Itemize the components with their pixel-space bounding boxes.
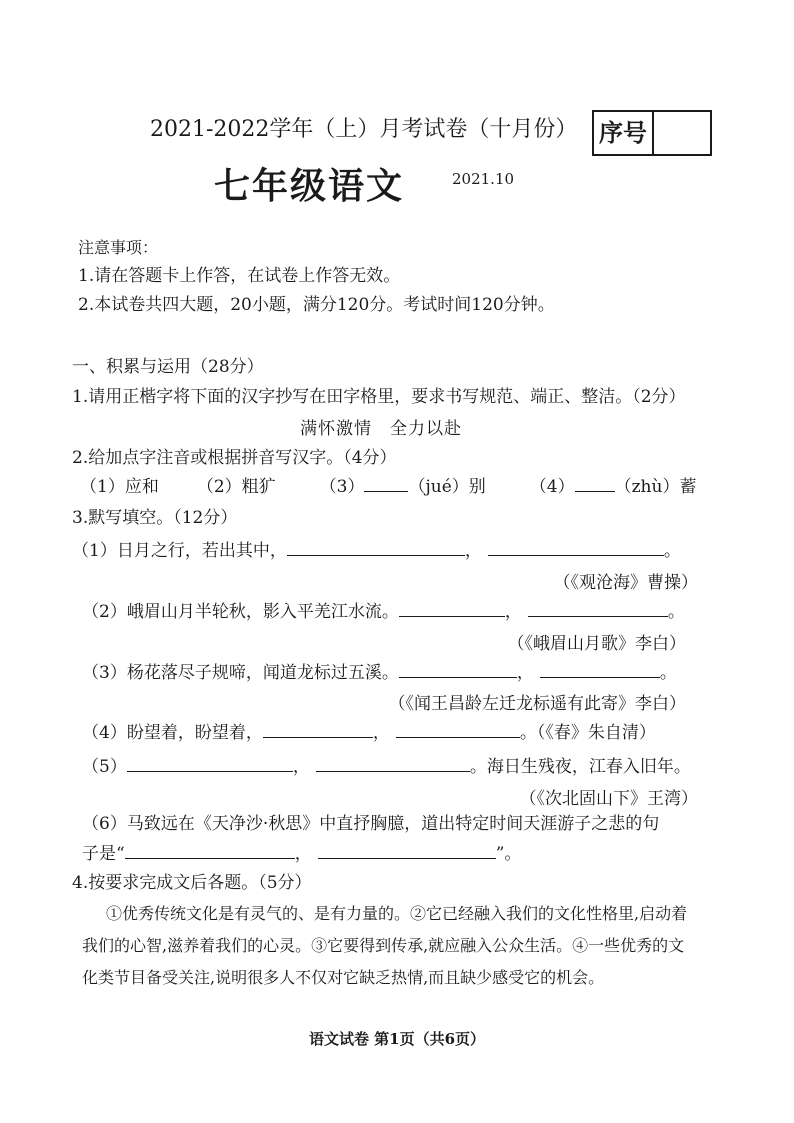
notice-item-1: 1.请在答题卡上作答，在试卷上作答无效。 bbox=[78, 266, 401, 286]
q3-blank-3b[interactable] bbox=[540, 661, 660, 678]
q3-blank-3a[interactable] bbox=[399, 661, 517, 678]
q2-item-3: （3） bbox=[319, 477, 365, 497]
q4-passage: ①优秀传统文化是有灵气的、是有力量的。②它已经融入我们的文化性格里,启动着我们的心智,滋养着我们的心灵。③它要得到传承,就应融入公众生活。④一些优秀的文化类节目备受关注,说明很多人不仅对它缺乏热情,而且缺少感受它的机会。 bbox=[82, 904, 688, 987]
q3-line-3: （3）杨花落尽子规啼，闻道龙标过五溪。 ， 。 bbox=[82, 663, 677, 683]
q3-line-6a: （6）马致远在《天净沙·秋思》中直抒胸臆，道出特定时间天涯游子之悲的句 bbox=[82, 814, 660, 834]
seq-number-box[interactable] bbox=[592, 110, 712, 156]
q3-blank-1a[interactable] bbox=[287, 539, 465, 556]
q2-item-1: （1）应和 bbox=[80, 477, 159, 497]
q2-item-2: （2）粗犷 bbox=[196, 477, 276, 497]
q3-line-5-source: （《次北固山下》王湾） bbox=[519, 789, 698, 809]
q3-blank-4b[interactable] bbox=[396, 721, 520, 738]
q2-item-4-pinyin: （zhù）蓄 bbox=[614, 477, 697, 497]
q3-blank-2b[interactable] bbox=[528, 600, 668, 617]
q3-blank-6b[interactable] bbox=[318, 842, 496, 859]
q4-text: 4.按要求完成文后各题。（5分） bbox=[72, 873, 312, 893]
q3-blank-6a[interactable] bbox=[125, 842, 295, 859]
q2-items bbox=[80, 472, 696, 497]
q1-text: 1.请用正楷字将下面的汉字抄写在田字格里，要求书写规范、端正、整洁。（2分） bbox=[72, 387, 686, 407]
q2-blank-4[interactable] bbox=[575, 475, 615, 492]
q3-line-4: （4）盼望着，盼望着， ， 。（《春》朱自清） bbox=[82, 723, 656, 743]
q2-item-4: （4） bbox=[529, 477, 575, 497]
q2-item-3-pinyin: （jué）别 bbox=[408, 477, 486, 497]
q2-blank-3[interactable] bbox=[364, 475, 408, 492]
q2-text: 2.给加点字注音或根据拼音写汉字。（4分） bbox=[72, 448, 397, 468]
q3-text: 3.默写填空。（12分） bbox=[72, 508, 238, 528]
q3-blank-5b[interactable] bbox=[316, 755, 470, 772]
q3-line-2-source: （《峨眉山月歌》李白） bbox=[507, 634, 686, 654]
q3-line-5: （5） ， 。海日生残夜，江春入旧年。 bbox=[82, 757, 691, 777]
exam-date: 2021.10 bbox=[452, 170, 515, 188]
subject-title: 七年级语文 bbox=[214, 165, 405, 207]
seq-label: 序号 bbox=[594, 112, 654, 154]
q3-line-1-source: （《观沧海》曹操） bbox=[553, 573, 698, 593]
q3-blank-4a[interactable] bbox=[263, 721, 373, 738]
q3-line-2: （2）峨眉山月半轮秋，影入平羌江水流。 ， 。 bbox=[82, 602, 685, 622]
q1-phrase: 满怀激情 全力以赴 bbox=[300, 419, 462, 439]
q3-line-1: （1）日月之行，若出其中， ， 。 bbox=[72, 541, 681, 561]
q3-blank-5a[interactable] bbox=[127, 755, 293, 772]
notice-item-2: 2.本试卷共四大题，20小题，满分120分。考试时间120分钟。 bbox=[78, 295, 555, 315]
notice-heading: 注意事项： bbox=[78, 238, 159, 257]
q3-line-6b: 子是“ ， ”。 bbox=[82, 844, 522, 864]
section1-heading: 一、积累与运用（28分） bbox=[72, 357, 264, 377]
q3-line-3-source: （《闻王昌龄左迁龙标遥有此寄》李白） bbox=[388, 694, 686, 714]
page-footer: 语文试卷 第1页（共6页） bbox=[308, 1030, 486, 1048]
q3-blank-1b[interactable] bbox=[488, 539, 664, 556]
exam-title: 2021-2022学年（上）月考试卷（十月份） bbox=[150, 117, 578, 142]
q3-blank-2a[interactable] bbox=[399, 600, 505, 617]
